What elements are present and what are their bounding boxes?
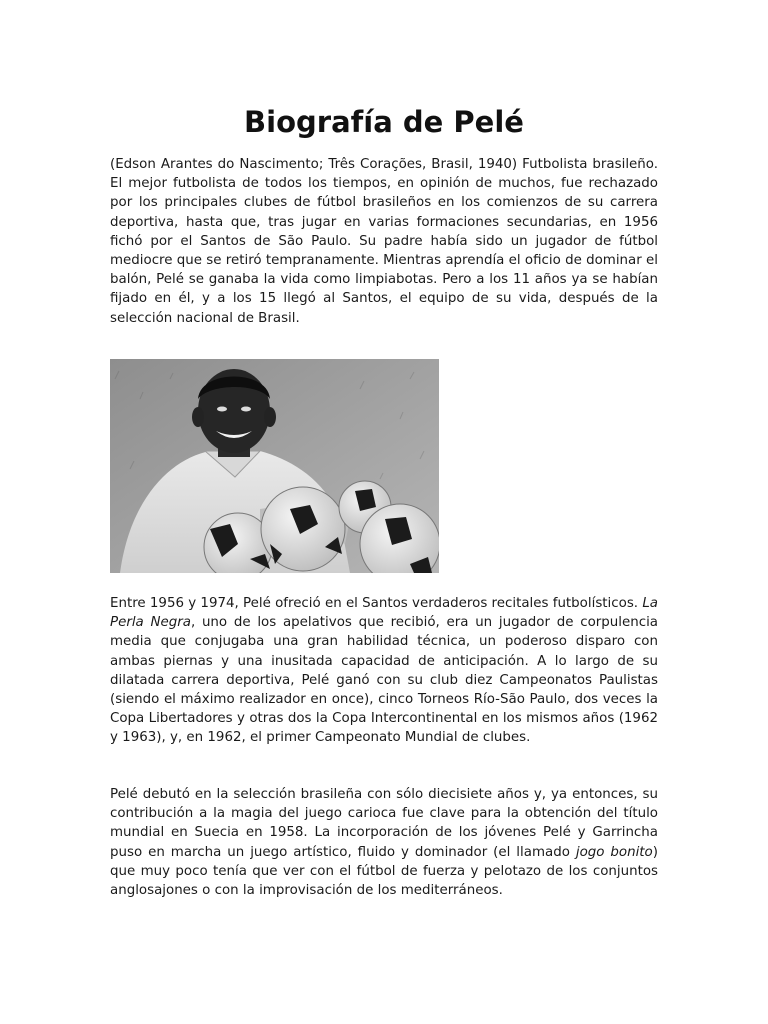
paragraph-national-team-text-2: ) que muy poco tenía que ver con el fútbol de fuerza y pelotazo de los conjuntos anglosajones o con la improvisación de los mediterráneos. (110, 844, 658, 899)
paragraph-career (110, 594, 658, 748)
paragraph-career-text-2: , uno de los apelativos que recibió, era un jugador de corpulencia media que conjugaba una gran habilidad técnica, un poderoso disparo con ambas piernas y una inusitada capacidad de anticipación. A lo largo de su dilatada carrera deportiva, Pelé ganó con su club diez Campeonatos Paulistas (siendo el máximo realizador en once), cinco Torneos Río-São Paulo, dos veces la Copa Libertadores y otras dos la Copa Intercontinental en los mismos años (1962 y 1963), y, en 1962, el primer Campeonato Mundial de clubes. (110, 615, 658, 746)
paragraph-national-team (110, 785, 658, 900)
paragraph-national-team-italic: jogo bonito (575, 844, 653, 860)
paragraph-career-text-1: Entre 1956 y 1974, Pelé ofreció en el Santos verdaderos recitales futbolísticos. (110, 596, 643, 611)
paragraph-intro: (Edson Arantes do Nascimento; Três Corações, Brasil, 1940) Futbolista brasileño. El mejor futbolista de todos los tiempos, en opinión de muchos, fue rechazado por los principales clubes de fútbol brasileños en los comienzos de su carrera deportiva, hasta que, tras jugar en varias formaciones secundarias, en 1956 fichó por el Santos de São Paulo. Su padre había sido un jugador de fútbol mediocre que se retiró tempranamente. Mientras aprendía el oficio de dominar el balón, Pelé se ganaba la vida como limpiabotas. Pero a los 11 años ya se habían fijado en él, y a los 15 llegó al Santos, el equipo de su vida, después de la selección nacional de Brasil. (110, 157, 658, 326)
page-title: Biografía de Pelé (244, 105, 524, 139)
paragraph-national-team-text-1: Pelé debutó en la selección brasileña con sólo diecisiete años y, ya entonces, su contribución a la magia del juego carioca fue clave para la obtención del título mundial en Suecia en 1958. La incorporación de los jóvenes Pelé y Garrincha puso en marcha un juego artístico, fluido y dominador (el llamado (110, 787, 658, 860)
paragraph-career-italic: La Perla Negra (110, 596, 658, 631)
portrait-photo-icon (110, 359, 439, 573)
